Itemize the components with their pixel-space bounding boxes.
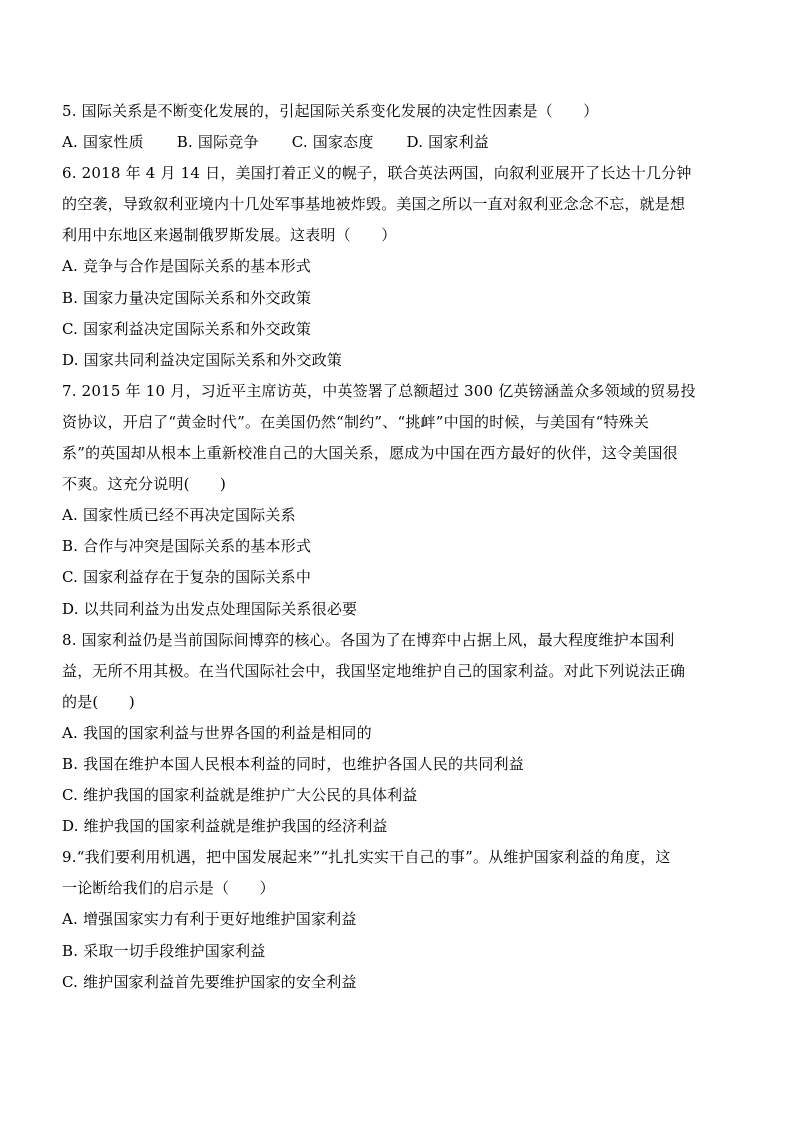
- question-6-option-d: D. 国家共同利益决定国际关系和外交政策: [62, 350, 343, 369]
- question-9-stem-line-1: 9.“我们要利用机遇，把中国发展起来”“扎扎实实干自己的事”。从维护国家利益的角度，这: [62, 848, 671, 867]
- question-9-option-b: B. 采取一切手段维护国家利益: [62, 941, 266, 960]
- question-5-stem: 5. 国际关系是不断变化发展的，引起国际关系变化发展的决定性因素是（ ）: [62, 102, 599, 120]
- question-9-option-c: C. 维护国家利益首先要维护国家的安全利益: [62, 972, 357, 991]
- question-7-option-a: A. 国家性质已经不再决定国际关系: [62, 506, 296, 525]
- question-7-option-b: B. 合作与冲突是国际关系的基本形式: [62, 537, 312, 556]
- question-5-option-c: C. 国家态度: [291, 133, 374, 152]
- question-6: [62, 158, 732, 376]
- question-6-option-a: A. 竞争与合作是国际关系的基本形式: [62, 257, 311, 276]
- question-8-option-b: B. 我国在维护本国人民根本利益的同时，也维护各国人民的共同利益: [62, 754, 524, 773]
- question-8-option-a: A. 我国的国家利益与世界各国的利益是相同的: [62, 723, 372, 742]
- question-6-stem-line-1: 6. 2018 年 4 月 14 日，美国打着正义的幌子，联合英法两国，向叙利亚展开了长达十几分钟: [62, 164, 692, 183]
- question-8-option-c: C. 维护我国的国家利益就是维护广大公民的具体利益: [62, 786, 418, 805]
- question-5-option-d: D. 国家利益: [406, 133, 489, 152]
- question-7: [62, 376, 732, 625]
- question-9-stem-line-2: 一论断给我们的启示是（ ）: [62, 879, 275, 898]
- question-8-stem-line-3: 的是( ): [62, 692, 135, 711]
- question-8-option-d: D. 维护我国的国家利益就是维护我国的经济利益: [62, 817, 388, 836]
- question-5-option-a: A. 国家性质: [62, 133, 144, 152]
- question-7-stem-line-1: 7. 2015 年 10 月，习近平主席访英，中英签署了总额超过 300 亿英镑涵盖众多领域的贸易投: [62, 381, 696, 400]
- question-9-option-a: A. 增强国家实力有利于更好地维护国家利益: [62, 910, 357, 929]
- question-7-stem-line-3: 系”的英国却从根本上重新校准自己的大国关系，愿成为中国在西方最好的伙伴，这令美国很: [62, 444, 678, 463]
- question-6-option-b: B. 国家力量决定国际关系和外交政策: [62, 288, 312, 307]
- question-6-stem-line-3: 利用中东地区来遏制俄罗斯发展。这表明（ ）: [62, 226, 397, 245]
- document-page: [62, 96, 732, 998]
- question-5-option-b: B. 国际竞争: [176, 133, 259, 152]
- question-6-stem-line-2: 的空袭，导致叙利亚境内十几处军事基地被炸毁。美国之所以一直对叙利亚念念不忘，就是想: [62, 195, 686, 214]
- question-8: [62, 625, 732, 843]
- question-8-stem-line-1: 8. 国家利益仍是当前国际间博弈的核心。各国为了在博弈中占据上风，最大程度维护本国利: [62, 630, 675, 649]
- question-9: [62, 842, 732, 997]
- question-7-stem-line-4: 不爽。这充分说明( ): [62, 475, 227, 494]
- question-7-stem-line-2: 资协议，开启了“黄金时代”。在美国仍然“制约”、“挑衅”中国的时候，与美国有“特殊关: [62, 412, 650, 431]
- question-7-option-d: D. 以共同利益为出发点处理国际关系很必要: [62, 599, 358, 618]
- question-7-option-c: C. 国家利益存在于复杂的国际关系中: [62, 568, 312, 587]
- question-8-stem-line-2: 益，无所不用其极。在当代国际社会中，我国坚定地维护自己的国家利益。对此下列说法正确: [62, 661, 686, 680]
- question-6-option-c: C. 国家利益决定国际关系和外交政策: [62, 319, 312, 338]
- question-5: [62, 96, 732, 158]
- question-5-options: [62, 127, 732, 158]
